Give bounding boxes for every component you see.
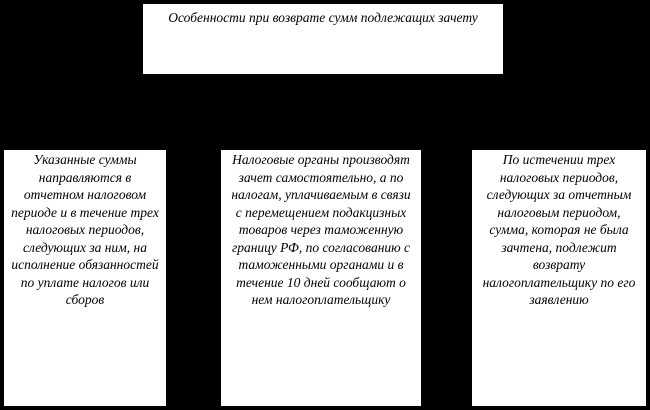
offset-direction-text: Указанные суммы направляются в отчетном налоговом периоде и в течение трех налоговых периодов, следующих за ним, на исполнение обязанностей по уплате налогов или сборов bbox=[11, 152, 159, 307]
diagram-title-box bbox=[142, 3, 504, 75]
tax-authority-offset-box bbox=[220, 149, 422, 407]
offset-direction-box bbox=[3, 149, 167, 407]
refund-after-periods-text: По истечении трех налоговых периодов, следующих за отчетным налоговым периодом, сумма, которая не была зачтена, подлежит возврату налогоплательщику по его заявлению bbox=[482, 152, 636, 307]
diagram-title: Особенности при возврате сумм подлежащих зачету bbox=[168, 10, 478, 25]
tax-authority-offset-text: Налоговые органы производят зачет самостоятельно, а по налогам, уплачиваемым в связи с перемещением подакцизных товаров через таможенную границу РФ, по согласованию с таможенными органами и в течение 10 дней сообщают о нем налогоплательщику bbox=[231, 152, 411, 307]
refund-after-periods-box bbox=[471, 149, 647, 407]
